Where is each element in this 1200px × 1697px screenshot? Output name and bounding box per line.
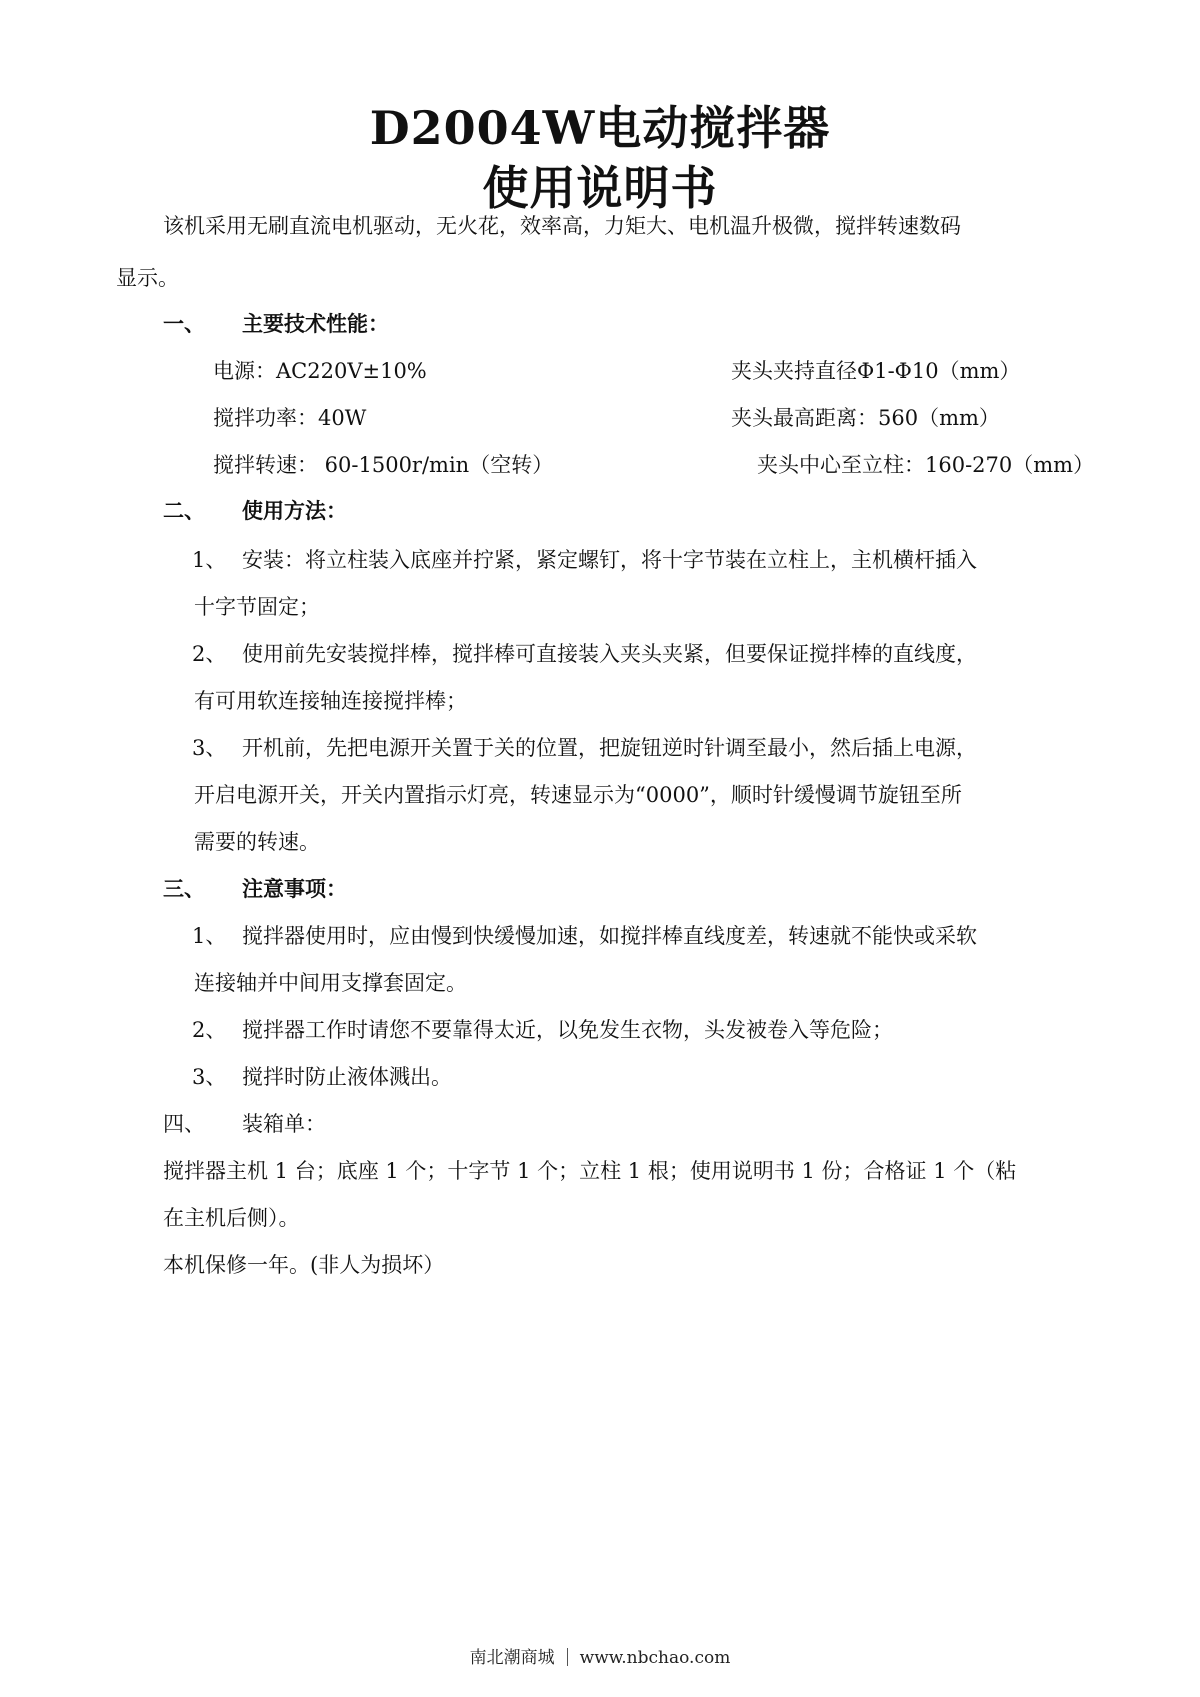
page-footer — [0, 1646, 1200, 1670]
footer-url[interactable]: www.nbchao.com — [579, 1648, 731, 1668]
warranty-note: 本机保修一年。(非人为损坏） — [163, 1253, 445, 1277]
section2-heading: 使用方法： — [242, 498, 347, 523]
doc-subtitle: 使用说明书 — [482, 161, 718, 215]
spec-power-supply: 电源：AC220V±10% — [213, 359, 427, 383]
usage-item-1-line-2: 十字节固定； — [194, 595, 320, 619]
section1-number: 一、 — [163, 311, 205, 336]
spec-chuck-max-distance: 夹头最高距离：560（mm） — [731, 406, 1000, 430]
caution-item-3-number: 3、 — [192, 1065, 227, 1089]
caution-item-3-line-1: 搅拌时防止液体溅出。 — [242, 1065, 452, 1089]
caution-item-1-line-1: 搅拌器使用时，应由慢到快缓慢加速，如搅拌棒直线度差，转速就不能快或采软 — [242, 924, 977, 948]
section4-number: 四、 — [163, 1112, 205, 1136]
section3-number: 三、 — [163, 876, 205, 901]
usage-item-3-number: 3、 — [192, 736, 227, 760]
caution-item-1-number: 1、 — [192, 924, 227, 948]
usage-item-1-number: 1、 — [192, 548, 227, 572]
section3-heading: 注意事项： — [242, 876, 347, 901]
usage-item-2-number: 2、 — [192, 642, 227, 666]
caution-item-2-line-1: 搅拌器工作时请您不要靠得太近，以免发生衣物，头发被卷入等危险； — [242, 1018, 893, 1042]
spec-chuck-diameter: 夹头夹持直径Φ1-Φ10（mm） — [731, 359, 1021, 383]
packing-list-line-1: 搅拌器主机 1 台；底座 1 个；十字节 1 个；立柱 1 根；使用说明书 1 份；合格证 1 个（粘 — [163, 1159, 1017, 1183]
intro-line-2: 显示。 — [116, 266, 179, 290]
usage-item-3-line-2: 开启电源开关，开关内置指示灯亮，转速显示为“0000”，顺时针缓慢调节旋钮至所 — [194, 783, 962, 807]
doc-title: D2004W电动搅拌器 — [369, 101, 831, 155]
usage-item-2-line-2: 有可用软连接轴连接搅拌棒； — [194, 689, 467, 713]
usage-item-3-line-1: 开机前，先把电源开关置于关的位置，把旋钮逆时针调至最小，然后插上电源， — [242, 736, 977, 760]
footer-site-name: 南北潮商城 — [469, 1648, 555, 1668]
intro-line-1: 该机采用无刷直流电机驱动，无火花，效率高，力矩大、电机温升极微，搅拌转速数码 — [163, 214, 961, 238]
spec-stir-speed: 搅拌转速： 60-1500r/min（空转） — [213, 453, 554, 477]
usage-item-1-line-1: 安装：将立柱装入底座并拧紧，紧定螺钉，将十字节装在立柱上，主机横杆插入 — [242, 548, 977, 572]
section4-heading: 装箱单： — [242, 1112, 326, 1136]
section1-heading: 主要技术性能： — [242, 311, 389, 336]
section2-number: 二、 — [163, 498, 205, 523]
usage-item-3-line-3: 需要的转速。 — [194, 830, 320, 854]
packing-list-line-2: 在主机后侧）。 — [163, 1206, 300, 1230]
caution-item-1-line-2: 连接轴并中间用支撑套固定。 — [194, 971, 467, 995]
usage-item-2-line-1: 使用前先安装搅拌棒，搅拌棒可直接装入夹头夹紧，但要保证搅拌棒的直线度， — [242, 642, 977, 666]
caution-item-2-number: 2、 — [192, 1018, 227, 1042]
spec-chuck-to-column: 夹头中心至立柱：160-270（mm） — [757, 453, 1095, 477]
spec-stir-power: 搅拌功率：40W — [213, 406, 367, 430]
footer-divider — [567, 1648, 568, 1666]
